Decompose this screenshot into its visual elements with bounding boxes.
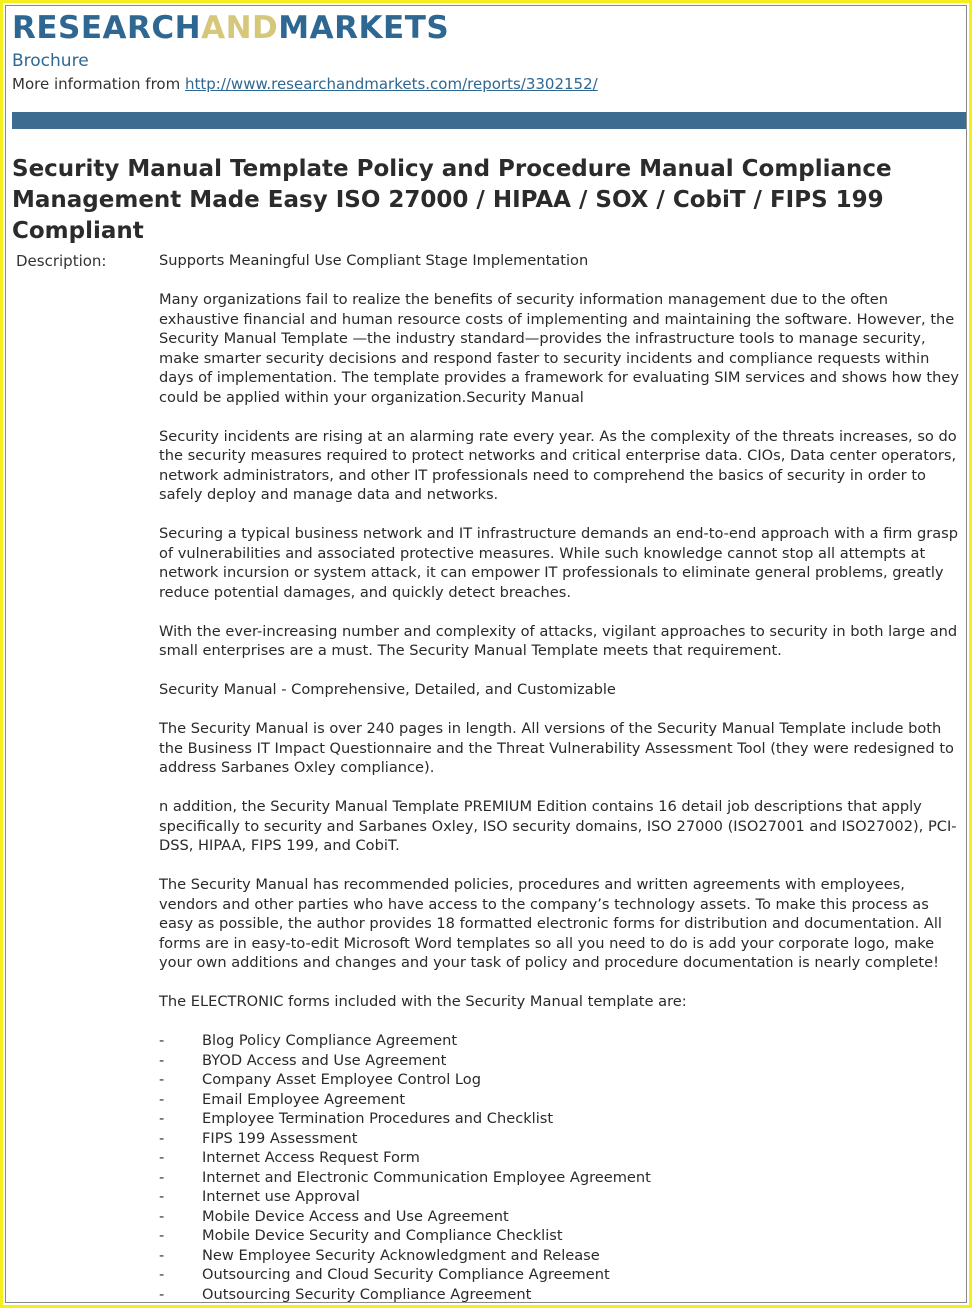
list-item-text: Internet and Electronic Communication Employee Agreement <box>202 1168 651 1186</box>
brochure-label: Brochure <box>12 51 89 71</box>
list-item-text: Internet use Approval <box>202 1188 360 1205</box>
list-dash: - <box>159 1168 165 1186</box>
list-item <box>159 1265 967 1285</box>
list-item <box>159 1031 967 1051</box>
list-item-text: Company Asset Employee Control Log <box>202 1071 481 1088</box>
logo-markets: MARKETS <box>278 10 450 46</box>
list-item <box>159 1070 967 1090</box>
list-item <box>159 1109 967 1129</box>
list-item <box>159 1168 967 1188</box>
paragraph: Many organizations fail to realize the benefits of security information management due to the often exhaustive financial and human resource costs of implementing and maintaining the software. However, the Security Manual Template —the industry standard—provides the infrastructure tools to manage security, make smarter security decisions and respond faster to security incidents and compliance requests within days of implementation. The template provides a framework for evaluating SIM services and shows how they could be applied within your organization.Security Manual <box>159 291 960 406</box>
list-dash: - <box>159 1285 165 1303</box>
list-dash: - <box>159 1149 165 1166</box>
list-item <box>159 1285 967 1304</box>
logo-research: RESEARCH <box>12 10 202 46</box>
more-info-prefix: More information from <box>12 75 185 93</box>
document <box>5 5 967 1303</box>
list-item <box>159 1090 967 1110</box>
description-content <box>159 251 967 1303</box>
paragraph: The Security Manual is over 240 pages in length. All versions of the Security Manual Template include both the Business IT Impact Questionnaire and the Threat Vulnerability Assessment Tool (they were redesigned to address Sarbanes Oxley compliance). <box>159 720 954 776</box>
list-dash: - <box>159 1266 165 1283</box>
header-divider-bar <box>12 112 966 129</box>
list-dash: - <box>159 1227 165 1244</box>
page-title: Security Manual Template Policy and Procedure Manual Compliance Management Made Easy ISO 27000 / HIPAA / SOX / CobiT / FIPS 199 Compliant <box>12 156 892 244</box>
list-item-text: BYOD Access and Use Agreement <box>202 1051 447 1069</box>
list-item <box>159 1246 967 1266</box>
forms-list <box>159 1031 967 1303</box>
list-dash: - <box>159 1129 165 1147</box>
paragraph: Supports Meaningful Use Compliant Stage Implementation <box>159 252 589 269</box>
list-item-text: Email Employee Agreement <box>202 1090 406 1108</box>
list-item-text: Employee Termination Procedures and Checklist <box>202 1110 554 1127</box>
logo <box>12 10 449 46</box>
list-dash: - <box>159 1207 165 1225</box>
list-dash: - <box>159 1090 165 1108</box>
paragraph: The ELECTRONIC forms included with the Security Manual template are: <box>159 993 687 1010</box>
list-item-text: Internet Access Request Form <box>202 1149 420 1166</box>
list-dash: - <box>159 1246 165 1264</box>
list-item-text: Mobile Device Access and Use Agreement <box>202 1207 509 1225</box>
list-dash: - <box>159 1110 165 1127</box>
list-item <box>159 1129 967 1149</box>
more-info-line <box>12 73 598 95</box>
list-dash: - <box>159 1032 165 1049</box>
paragraph: Securing a typical business network and IT infrastructure demands an end-to-end approach with a firm grasp of vulnerabilities and associated protective measures. While such knowledge cannot stop all attempts at network incursion or system attack, it can empower IT professionals to eliminate general problems, greatly reduce potential damages, and quickly detect breaches. <box>159 525 959 601</box>
list-item-text: Outsourcing Security Compliance Agreement <box>202 1285 532 1303</box>
list-item <box>159 1226 967 1246</box>
list-item-text: Blog Policy Compliance Agreement <box>202 1032 458 1049</box>
list-dash: - <box>159 1051 165 1069</box>
list-item-text: Outsourcing and Cloud Security Compliance Agreement <box>202 1266 610 1283</box>
paragraph: Security Manual - Comprehensive, Detailed, and Customizable <box>159 681 616 698</box>
list-item-text: New Employee Security Acknowledgment and Release <box>202 1246 600 1264</box>
list-dash: - <box>159 1188 165 1205</box>
list-item-text: FIPS 199 Assessment <box>202 1129 358 1147</box>
paragraph: Security incidents are rising at an alarming rate every year. As the complexity of the threats increases, so do the security measures required to protect networks and critical enterprise data. CIOs, Data center operators, network administrators, and other IT professionals need to comprehend the basics of security in order to safely deploy and manage data and networks. <box>159 427 957 503</box>
list-dash: - <box>159 1071 165 1088</box>
logo-and: AND <box>201 10 279 46</box>
report-link[interactable]: http://www.researchandmarkets.com/reports/3302152/ <box>184 75 598 93</box>
list-item <box>159 1187 967 1207</box>
paragraph: n addition, the Security Manual Template PREMIUM Edition contains 16 detail job descriptions that apply specifically to security and Sarbanes Oxley, ISO security domains, ISO 27000 (ISO27001 and ISO27002), PCI-DSS, HIPAA, FIPS 199, and CobiT. <box>159 798 957 854</box>
list-item <box>159 1051 967 1071</box>
list-item <box>159 1207 967 1227</box>
description-label: Description: <box>16 252 107 270</box>
paragraph: The Security Manual has recommended policies, procedures and written agreements with employees, vendors and other parties who have access to the company’s technology assets. To make this process as easy as possible, the author provides 18 formatted electronic forms for distribution and documentation. All forms are in easy-to-edit Microsoft Word templates so all you need to do is add your corporate logo, make your own additions and changes and your task of policy and procedure documentation is nearly complete! <box>159 876 942 971</box>
list-item-text: Mobile Device Security and Compliance Checklist <box>202 1227 563 1244</box>
paragraph: With the ever-increasing number and complexity of attacks, vigilant approaches to security in both large and small enterprises are a must. The Security Manual Template meets that requirement. <box>159 622 958 659</box>
list-item <box>159 1148 967 1168</box>
